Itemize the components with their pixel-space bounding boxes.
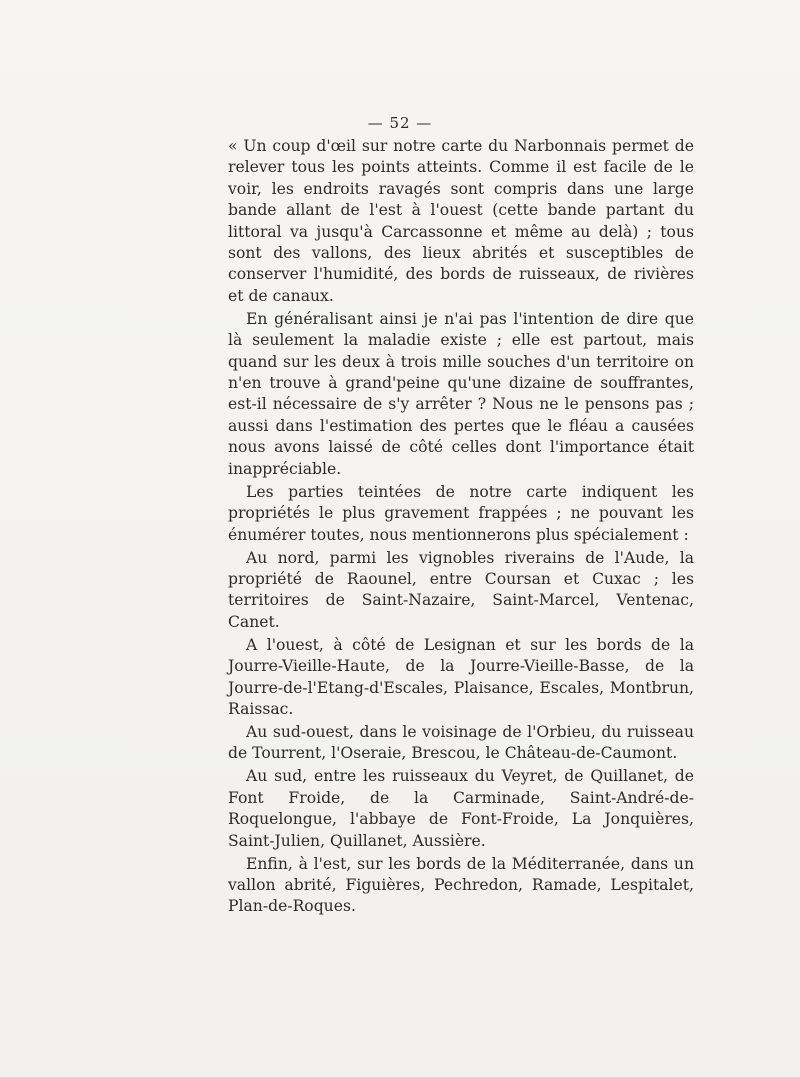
paragraph-4: Au nord, parmi les vignobles riverains de l'Aude, la propriété de Raounel, entre Coursan et Cuxac ; les territoires de Saint-Nazaire, Saint-Marcel, Ventenac, Canet.	[228, 548, 694, 631]
paragraph-3: Les parties teintées de notre carte indiquent les propriétés le plus gravement frappées ; ne pouvant les énumérer toutes, nous mentionnerons plus spécialement :	[228, 482, 694, 544]
paragraph-2: En généralisant ainsi je n'ai pas l'intention de dire que là seulement la maladie existe ; elle est partout, mais quand sur les deux à trois mille souches d'un territoire on n'en trouve à grand'peine qu'une dizaine de souffrantes, est-il nécessaire de s'y arrêter ? Nous ne le pensons pas ; aussi dans l'estimation des pertes que le fléau a causées nous avons laissé de côté celles dont l'importance était inappréciable.	[228, 309, 694, 478]
body-text	[228, 136, 694, 919]
paragraph-8: Enfin, à l'est, sur les bords de la Méditerranée, dans un vallon abrité, Figuières, Pechredon, Ramade, Lespitalet, Plan-de-Roques.	[228, 854, 694, 916]
paragraph-5: A l'ouest, à côté de Lesignan et sur les bords de la Jourre-Vieille-Haute, de la Jourre-Vieille-Basse, de la Jourre-de-l'Etang-d'Escales, Plaisance, Escales, Montbrun, Raissac.	[228, 635, 694, 718]
page-number: — 52 —	[367, 114, 433, 132]
paragraph-7: Au sud, entre les ruisseaux du Veyret, de Quillanet, de Font Froide, de la Carminade, Saint-André-de-Roquelongue, l'abbaye de Font-Froide, La Jonquières, Saint-Julien, Quillanet, Aussière.	[228, 767, 694, 850]
paragraph-6: Au sud-ouest, dans le voisinage de l'Orbieu, du ruisseau de Tourrent, l'Oseraie, Brescou, le Château-de-Caumont.	[228, 722, 694, 763]
paragraph-1: « Un coup d'œil sur notre carte du Narbonnais permet de relever tous les points atteints. Comme il est facile de le voir, les endroits ravagés sont compris dans une large bande allant de l'est à l'ouest (cette bande partant du littoral va jusqu'à Carcassonne et même au delà) ; tous sont des vallons, des lieux abrités et susceptibles de conserver l'humidité, des bords de ruisseaux, de rivières et de canaux.	[228, 137, 694, 305]
